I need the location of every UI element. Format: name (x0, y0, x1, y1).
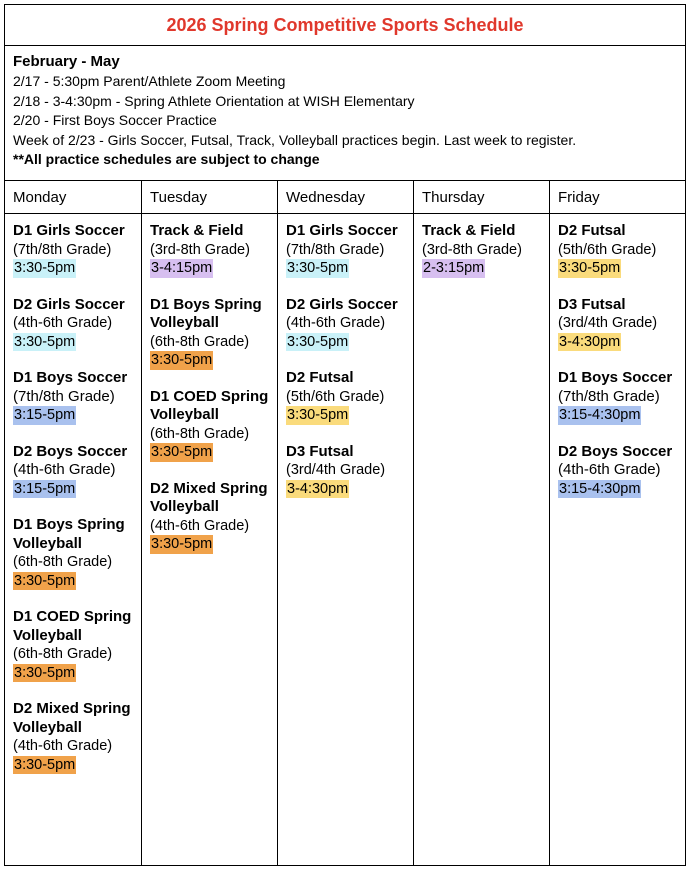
entry-sport: D2 Boys Soccer (558, 442, 673, 460)
schedule-entry (13, 608, 133, 682)
schedule-table (4, 4, 686, 866)
time-badge: 3:30-5pm (151, 444, 213, 460)
info-section (5, 46, 686, 181)
schedule-entry (150, 296, 269, 370)
entry-grade: (5th/6th Grade) (286, 388, 385, 405)
entry-sport: D3 Futsal (558, 295, 626, 313)
info-line: 2/20 - First Boys Soccer Practice (13, 112, 217, 128)
time-badge: 3:30-5pm (14, 333, 76, 350)
schedule-entry (150, 388, 269, 462)
entry-grade: (7th/8th Grade) (13, 241, 112, 258)
entry-title (13, 296, 133, 315)
schedule-entry (150, 222, 269, 278)
time-badge: 3:15-4:30pm (559, 480, 641, 497)
entry-title (13, 222, 133, 241)
schedule-entry (13, 369, 133, 425)
time-badge: 3:30-5pm (14, 756, 76, 773)
schedule-entry (558, 443, 677, 499)
entry-grade: (4th-6th Grade) (286, 315, 386, 331)
schedule-entry (13, 222, 133, 278)
entry-sport: D1 Boys Spring Volleyball (13, 516, 125, 552)
day-header-monday: Monday (5, 181, 142, 214)
entry-title (286, 369, 405, 388)
entry-grade: (6th-8th Grade) (150, 425, 250, 442)
entry-sport: D1 COED Spring Volleyball (13, 608, 132, 644)
entry-sport: D2 Futsal (558, 222, 626, 239)
time-badge: 3-4:15pm (151, 260, 213, 276)
time-badge: 3:15-5pm (14, 407, 76, 423)
entry-title (558, 222, 677, 241)
schedule-entry (286, 443, 405, 499)
entry-grade: (6th-8th Grade) (13, 554, 113, 570)
entry-grade-inline: (7th/8th Grade) (13, 387, 115, 405)
day-column-tuesday (142, 214, 278, 866)
day-column-monday (5, 214, 142, 866)
time-badge: 3:30-5pm (151, 352, 213, 368)
entry-grade: (4th-6th Grade) (13, 315, 113, 331)
time-badge: 3:30-5pm (287, 333, 349, 350)
entry-grade: (3rd/4th Grade) (286, 462, 386, 478)
entry-title (558, 296, 677, 315)
entry-sport: Track & Field (150, 222, 244, 239)
day-body-row (5, 214, 686, 866)
time-badge: 3:30-5pm (14, 260, 76, 276)
entry-title (13, 443, 133, 480)
day-header-row (5, 181, 686, 214)
schedule-entry (286, 369, 405, 425)
time-badge: 3-4:30pm (287, 480, 349, 497)
schedule-entry (13, 443, 133, 499)
time-badge: 3:30-5pm (14, 664, 76, 681)
entry-grade: (6th-8th Grade) (150, 333, 250, 350)
time-badge: 3:15-5pm (14, 480, 76, 497)
schedule-entry (558, 296, 677, 352)
entry-sport: D2 Mixed Spring Volleyball (13, 700, 131, 736)
entry-title (558, 443, 677, 480)
info-heading: February - May (13, 53, 120, 70)
entry-grade-inline: (7th/8th Grade) (558, 387, 660, 405)
time-badge: 3:30-5pm (151, 536, 213, 552)
time-badge: 3-4:30pm (559, 333, 621, 350)
entry-sport: D1 Boys Soccer (13, 369, 128, 386)
entry-title (150, 296, 269, 333)
day-header-wednesday: Wednesday (278, 181, 414, 214)
time-badge: 3:30-5pm (559, 260, 621, 276)
entry-grade: (4th-6th Grade) (150, 517, 250, 534)
schedule-entry (13, 700, 133, 774)
entry-sport: D1 Girls Soccer (286, 222, 398, 239)
day-header-friday: Friday (550, 181, 686, 214)
schedule-entry (150, 480, 269, 554)
entry-sport: Track & Field (422, 222, 516, 239)
entry-grade: (6th-8th Grade) (13, 646, 113, 662)
entry-title (13, 608, 133, 645)
entry-grade: (5th/6th Grade) (558, 241, 657, 258)
entry-sport: D1 Girls Soccer (13, 222, 125, 239)
info-line: 2/17 - 5:30pm Parent/Athlete Zoom Meeting (13, 73, 286, 89)
time-badge: 3:30-5pm (287, 407, 349, 423)
info-line: 2/18 - 3-4:30pm - Spring Athlete Orientation at WISH Elementary (13, 92, 415, 109)
entry-title (150, 388, 269, 425)
entry-sport: D2 Boys Soccer (13, 442, 128, 460)
entry-title (286, 222, 405, 241)
schedule-entry (558, 369, 677, 425)
title-cell (5, 5, 686, 46)
entry-sport: D2 Girls Soccer (286, 295, 398, 313)
entry-grade: (4th-6th Grade) (13, 738, 113, 754)
entry-grade-inline: (4th-6th Grade) (13, 461, 116, 478)
day-column-thursday (414, 214, 550, 866)
entry-grade: (3rd-8th Grade) (150, 241, 250, 258)
day-header-thursday: Thursday (414, 181, 550, 214)
entry-sport: D1 Boys Spring Volleyball (150, 295, 262, 331)
time-badge: 3:30-5pm (287, 260, 349, 276)
day-header-tuesday: Tuesday (142, 181, 278, 214)
schedule-entry (422, 222, 541, 278)
entry-sport: D2 Futsal (286, 369, 354, 386)
entry-title (13, 516, 133, 553)
entry-sport: D1 COED Spring Volleyball (150, 387, 269, 423)
page-title: 2026 Spring Competitive Sports Schedule (166, 14, 524, 35)
entry-title (13, 369, 133, 406)
entry-grade-inline: (4th-6th Grade) (558, 461, 661, 478)
time-badge: 3:15-4:30pm (559, 407, 641, 423)
entry-title (422, 222, 541, 241)
entry-sport: D2 Girls Soccer (13, 295, 125, 313)
entry-title (558, 369, 677, 406)
entry-title (13, 700, 133, 737)
entry-title (286, 443, 405, 462)
entry-title (150, 222, 269, 241)
time-badge: 2-3:15pm (423, 260, 485, 276)
entry-grade: (7th/8th Grade) (286, 241, 385, 258)
entry-sport: D2 Mixed Spring Volleyball (150, 479, 268, 515)
entry-sport: D3 Futsal (286, 442, 354, 460)
info-line: Week of 2/23 - Girls Soccer, Futsal, Track, Volleyball practices begin. Last week to register. (13, 131, 577, 148)
entry-title (286, 296, 405, 315)
schedule-entry (13, 516, 133, 590)
day-column-friday (550, 214, 686, 866)
schedule-entry (13, 296, 133, 352)
schedule-entry (286, 296, 405, 352)
entry-title (150, 480, 269, 517)
entry-sport: D1 Boys Soccer (558, 369, 673, 386)
info-note: **All practice schedules are subject to change (13, 151, 320, 167)
entry-grade: (3rd-8th Grade) (422, 241, 522, 258)
day-column-wednesday (278, 214, 414, 866)
entry-grade: (3rd/4th Grade) (558, 315, 658, 331)
schedule-document (4, 4, 685, 866)
schedule-entry (558, 222, 677, 278)
time-badge: 3:30-5pm (14, 572, 76, 589)
schedule-entry (286, 222, 405, 278)
